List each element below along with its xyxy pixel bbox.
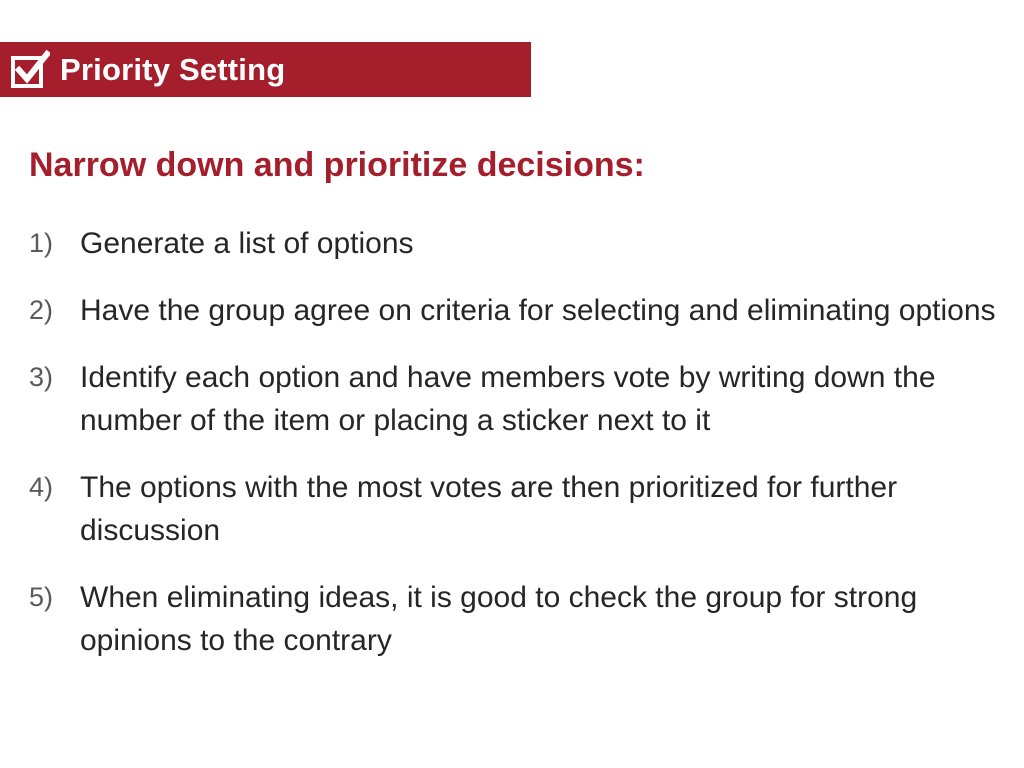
list-item xyxy=(29,466,999,552)
step-text: The options with the most votes are then prioritized for further discussion xyxy=(80,471,898,547)
step-number: 4) xyxy=(29,472,54,502)
section-heading: Narrow down and prioritize decisions: xyxy=(29,146,645,184)
list-item xyxy=(29,222,999,265)
step-number: 2) xyxy=(29,295,54,325)
step-text: Identify each option and have members vote by writing down the number of the item or placing a sticker next to it xyxy=(80,361,936,437)
list-item xyxy=(29,576,999,662)
steps-list xyxy=(29,222,999,686)
step-text: When eliminating ideas, it is good to check the group for strong opinions to the contrary xyxy=(80,581,918,657)
checkbox-check-icon xyxy=(8,48,52,92)
step-number: 1) xyxy=(29,228,54,258)
list-item xyxy=(29,356,999,442)
slide-title: Priority Setting xyxy=(60,51,286,87)
title-banner xyxy=(0,42,531,97)
step-number: 5) xyxy=(29,582,54,612)
step-text: Have the group agree on criteria for selecting and eliminating options xyxy=(80,294,996,327)
step-text: Generate a list of options xyxy=(80,227,414,260)
list-item xyxy=(29,289,999,332)
step-number: 3) xyxy=(29,362,54,392)
